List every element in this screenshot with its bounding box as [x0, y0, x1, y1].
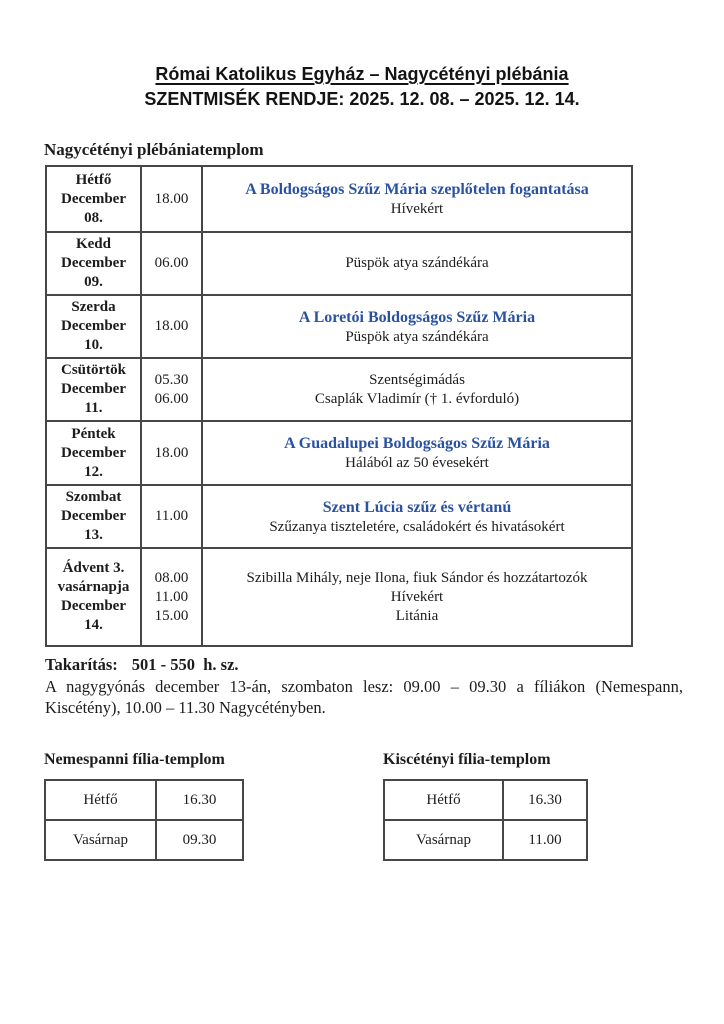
filia-row-item: [45, 780, 243, 820]
day-line: December: [61, 381, 126, 397]
time-cell: [141, 295, 202, 358]
day-line: Szombat: [65, 489, 122, 505]
intention-line: Hálából az 50 évesekért: [345, 455, 489, 471]
time-value: 06.00: [154, 390, 189, 407]
time-value: 06.00: [154, 255, 189, 271]
feast-title: A Loretói Boldogságos Szűz Mária: [298, 308, 536, 326]
day-line: December: [61, 255, 126, 271]
time-cell: [141, 421, 202, 485]
mass-row: [46, 421, 632, 485]
time-cell: [141, 232, 202, 295]
document-title: Római Katolikus Egyház – Nagycétényi plébánia: [155, 64, 569, 84]
filia-time-cell: 09.30: [156, 820, 243, 860]
time-value: 11.00: [154, 508, 189, 524]
time-cell: [141, 166, 202, 232]
mass-row: [46, 232, 632, 295]
day-cell: [46, 421, 141, 485]
time-cell: [141, 548, 202, 646]
mass-row: [46, 166, 632, 232]
mass-row: [46, 295, 632, 358]
day-line: Csütörtök: [60, 362, 126, 378]
intention-line: Hívekért: [390, 588, 444, 605]
intention-cell: [202, 548, 632, 646]
filia-day-cell: Hétfő: [45, 780, 156, 820]
feast-title: A Boldogságos Szűz Mária szeplőtelen fogantatása: [245, 181, 589, 198]
intention-cell: [202, 421, 632, 485]
day-line: December: [61, 318, 126, 334]
title-block: [0, 0, 724, 112]
intention-line: Hívekért: [390, 201, 444, 217]
time-value: 18.00: [154, 190, 189, 207]
feast-title: Szent Lúcia szűz és vértanú: [322, 498, 512, 516]
day-line: 12.: [84, 463, 103, 480]
day-line: 11.: [84, 400, 103, 416]
intention-line: Csaplák Vladimír († 1. évforduló): [314, 390, 520, 407]
filia-day-cell: Vasárnap: [384, 820, 503, 860]
intention-line: Szentségimádás: [369, 371, 465, 388]
day-line: December: [61, 598, 126, 614]
day-line: vasárnapja: [57, 579, 130, 595]
filia-table-nemespann: [44, 779, 244, 861]
mass-row: [46, 548, 632, 646]
day-line: December: [61, 190, 126, 207]
intention-line: Szibilla Mihály, neje Ilona, fiuk Sándor és hozzátartozók: [246, 569, 588, 586]
filia-row-item: [384, 780, 587, 820]
confession-paragraph: A nagygyónás december 13-án, szombaton lesz: 09.00 – 09.30 a fíliákon (Nemespann, Kiscétény), 10.00 – 11.30 Nagycétényben.: [45, 677, 683, 717]
time-value: 11.00: [154, 588, 189, 605]
time-value: 05.30: [154, 371, 189, 388]
intention-cell: [202, 166, 632, 232]
mass-row: [46, 358, 632, 421]
day-line: Péntek: [71, 425, 116, 442]
mass-row: [46, 485, 632, 548]
day-line: Hétfő: [75, 171, 112, 188]
day-cell: [46, 166, 141, 232]
filia-block-kisceteny: [383, 749, 586, 861]
intention-cell: [202, 295, 632, 358]
day-line: 10.: [84, 337, 103, 353]
day-line: Szerda: [71, 299, 116, 315]
intention-line: Szűzanya tiszteletére, családokért és hivatásokért: [269, 518, 565, 535]
day-line: 13.: [84, 527, 103, 543]
day-line: 09.: [84, 274, 103, 290]
document-subtitle: SZENTMISÉK RENDJE: 2025. 12. 08. – 2025. 12. 14.: [144, 89, 580, 109]
mass-schedule-table: [45, 165, 633, 647]
filia-time-cell: 16.30: [503, 780, 587, 820]
day-line: December: [61, 444, 126, 461]
intention-cell: [202, 485, 632, 548]
filia-heading-nemespann: Nemespanni fília-templom: [44, 751, 225, 768]
day-cell: [46, 295, 141, 358]
filia-row-item: [45, 820, 243, 860]
cleaning-label: Takarítás:: [45, 655, 118, 674]
day-cell: [46, 485, 141, 548]
day-cell: [46, 232, 141, 295]
filia-time-cell: 16.30: [156, 780, 243, 820]
filia-time-cell: 11.00: [503, 820, 587, 860]
main-church-heading: Nagycétényi plébániatemplom: [44, 140, 264, 159]
time-value: 08.00: [154, 569, 189, 586]
day-line: 08.: [84, 209, 103, 226]
cleaning-note: [45, 654, 724, 675]
day-line: 14.: [84, 617, 103, 633]
day-line: December: [61, 508, 126, 524]
day-line: Ádvent 3.: [62, 560, 125, 576]
feast-title: A Guadalupei Boldogságos Szűz Mária: [284, 435, 550, 452]
time-value: 18.00: [154, 318, 189, 334]
day-cell: [46, 358, 141, 421]
filia-day-cell: Vasárnap: [45, 820, 156, 860]
intention-line: Püspök atya szándékára: [345, 255, 489, 271]
filia-block-nemespann: [44, 749, 243, 861]
intention-cell: [202, 358, 632, 421]
day-line: Kedd: [75, 236, 111, 252]
day-cell: [46, 548, 141, 646]
filia-table-kisceteny: [383, 779, 588, 861]
time-cell: [141, 485, 202, 548]
filia-section: [44, 749, 724, 861]
intention-line: Litánia: [395, 607, 439, 624]
time-cell: [141, 358, 202, 421]
cleaning-value: 501 - 550 h. sz.: [131, 655, 239, 674]
filia-row-item: [384, 820, 587, 860]
intention-line: Püspök atya szándékára: [345, 328, 489, 345]
filia-day-cell: Hétfő: [384, 780, 503, 820]
filia-heading-kisceteny: Kiscétényi fília-templom: [383, 751, 551, 768]
time-value: 18.00: [154, 444, 189, 461]
time-value: 15.00: [154, 607, 189, 624]
intention-cell: [202, 232, 632, 295]
